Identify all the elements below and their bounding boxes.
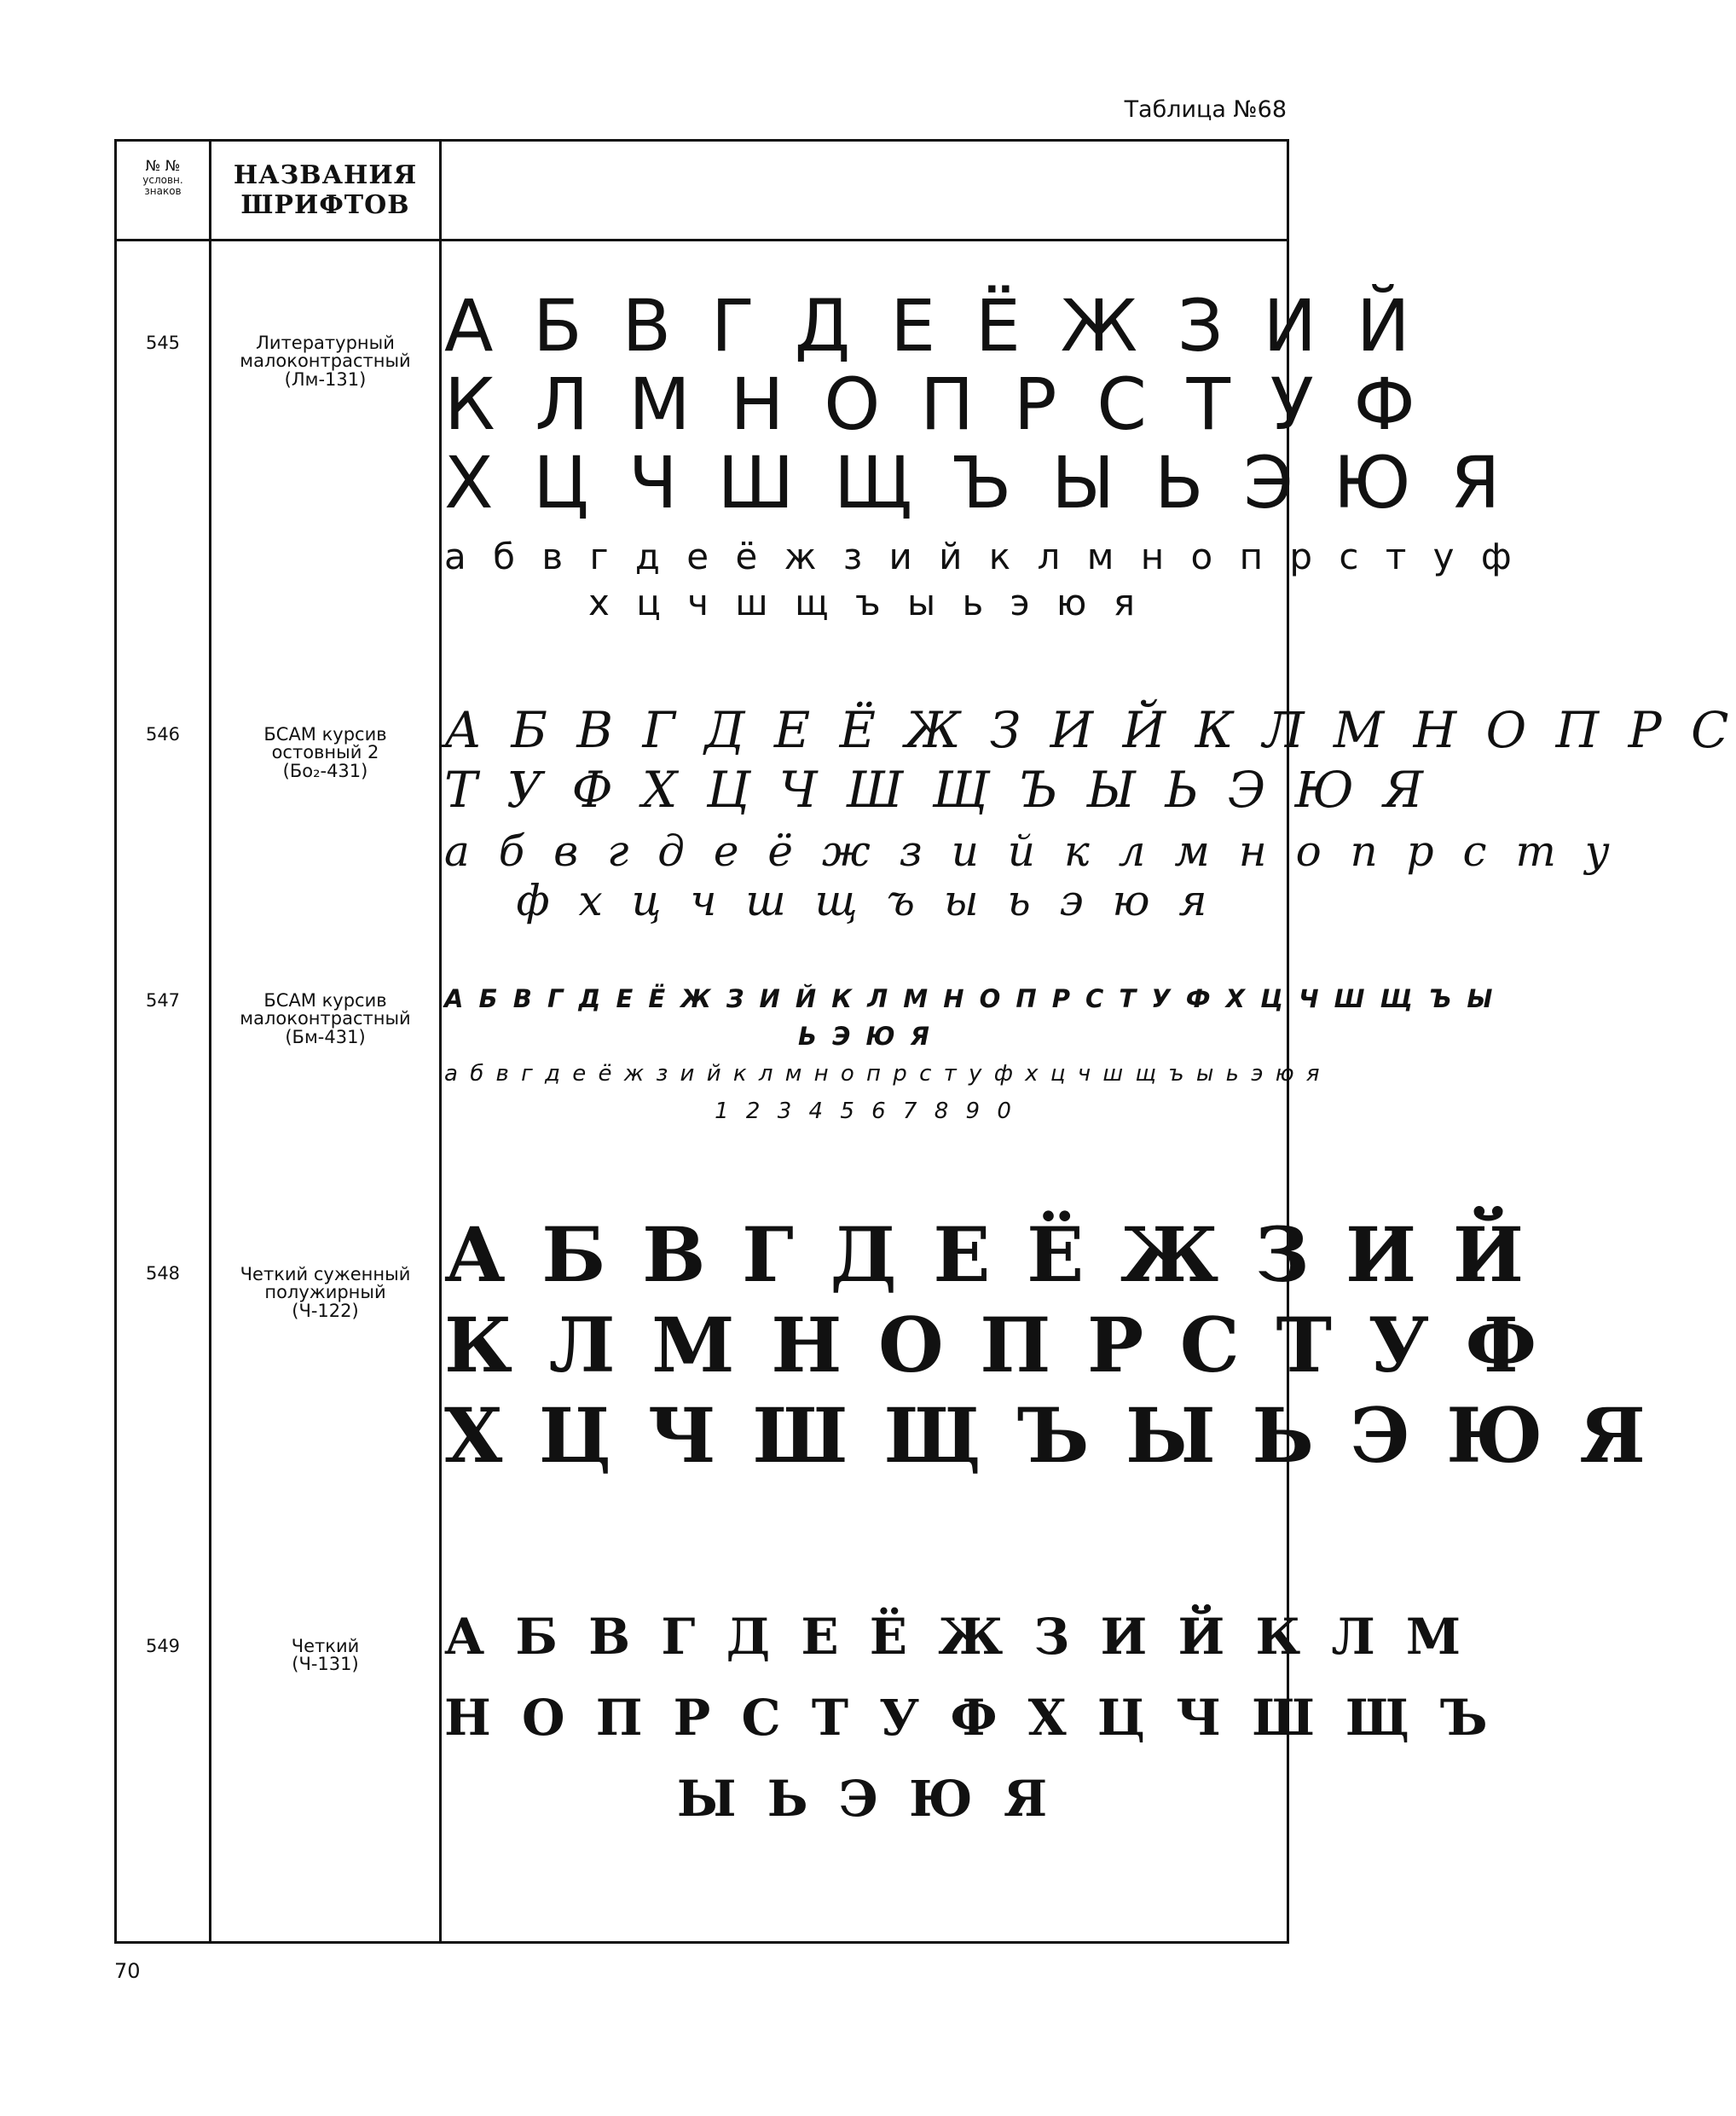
font-sample bbox=[444, 284, 1519, 626]
sample-caps-line: Н О П Р С Т У Ф Х Ц Ч Ш Щ Ъ bbox=[444, 1689, 1495, 1747]
sample-lower-line: а б в г д е ё ж з и й к л м н о п р с т у ф х ц ч ш щ ъ ы ь э ю я bbox=[444, 1061, 1322, 1087]
sample-caps-line: Т У Ф Х Ц Ч Ш Щ Ъ Ы Ь Э Ю Я bbox=[444, 761, 1431, 819]
row-font-name bbox=[211, 1638, 439, 1674]
font-sample bbox=[444, 1597, 1495, 1840]
row-number: 546 bbox=[145, 724, 181, 745]
sample-caps-line: К Л М Н О П Р С Т У Ф bbox=[444, 362, 1424, 446]
column-header-font-names bbox=[211, 160, 439, 221]
column-divider bbox=[439, 142, 442, 1941]
font-name-line: БСАМ курсив bbox=[263, 724, 387, 745]
sample-caps-line: Ь Э Ю Я bbox=[797, 1022, 934, 1051]
font-name-line: Четкий суженный bbox=[240, 1264, 411, 1284]
table-label: Таблица №68 bbox=[1124, 96, 1287, 123]
sample-caps-line: Х Ц Ч Ш Щ Ъ Ы Ь Э Ю Я bbox=[444, 441, 1509, 525]
sample-caps-line: А Б В Г Д Е Ё Ж З И Й К Л М bbox=[444, 1608, 1468, 1666]
font-name-line: (Лм-131) bbox=[284, 368, 367, 390]
sample-caps-line: Ы Ь Э Ю Я bbox=[676, 1770, 1055, 1828]
font-name-line: (Бо₂-431) bbox=[282, 760, 368, 781]
row-font-name bbox=[211, 992, 439, 1046]
sample-caps-line: А Б В Г Д Е Ё Ж З И Й bbox=[444, 1210, 1529, 1299]
column-header-name-line: НАЗВАНИЯ bbox=[233, 160, 418, 190]
sample-caps-line: А Б В Г Д Е Ё Ж З И Й К Л М Н О П Р С Т У Ф Х Ц Ч Ш Щ Ъ Ы bbox=[444, 984, 1496, 1013]
row-font-name bbox=[211, 726, 439, 780]
sample-digits-line: 1 2 3 4 5 6 7 8 9 0 bbox=[715, 1099, 1016, 1124]
sample-lower-line: а б в г д е ё ж з и й к л м н о п р с т у bbox=[444, 826, 1617, 876]
sample-caps-line: Х Ц Ч Ш Щ Ъ Ы Ь Э Ю Я bbox=[444, 1391, 1651, 1480]
font-name-line: малоконтрастный bbox=[240, 1008, 411, 1029]
row-font-name bbox=[211, 1266, 439, 1320]
font-name-line: малоконтрастный bbox=[240, 351, 411, 372]
sample-caps-line: А Б В Г Д Е Ё Ж З И Й К Л М Н О П Р С bbox=[444, 701, 1736, 759]
font-name-line: остовный 2 bbox=[271, 742, 379, 763]
font-sample bbox=[444, 700, 1736, 925]
sample-caps-line: К Л М Н О П Р С Т У Ф bbox=[444, 1301, 1542, 1389]
sample-lower-line: а б в г д е ё ж з и й к л м н о п р с т у ф bbox=[444, 536, 1519, 577]
column-header-number-line: условн. bbox=[142, 173, 183, 186]
font-name-line: Литературный bbox=[256, 333, 395, 353]
font-sample bbox=[444, 980, 1496, 1130]
header-divider bbox=[117, 239, 1287, 241]
row-number: 549 bbox=[145, 1636, 181, 1656]
row-number: 548 bbox=[145, 1263, 181, 1284]
row-number: 545 bbox=[145, 333, 181, 353]
column-header-number bbox=[117, 159, 209, 197]
font-name-line: БСАМ курсив bbox=[263, 990, 387, 1011]
column-header-number-line: знаков bbox=[144, 184, 182, 197]
column-header-number-line: № № bbox=[145, 158, 181, 175]
row-font-name bbox=[211, 334, 439, 389]
page-number: 70 bbox=[114, 1959, 141, 1983]
font-name-line: (Бм-431) bbox=[285, 1026, 366, 1047]
sample-lower-line: ф х ц ч ш щ ъ ы ь э ю я bbox=[516, 876, 1215, 925]
font-name-line: полужирный bbox=[264, 1282, 386, 1303]
font-name-line: (Ч-131) bbox=[292, 1654, 359, 1675]
sample-caps-line: А Б В Г Д Е Ё Ж З И Й bbox=[444, 284, 1419, 368]
font-sample bbox=[444, 1209, 1651, 1481]
font-specimen-table bbox=[114, 139, 1736, 1944]
font-name-line: Четкий bbox=[291, 1636, 360, 1656]
sample-lower-line: х ц ч ш щ ъ ы ь э ю я bbox=[587, 582, 1143, 623]
column-header-name-line: ШРИФТОВ bbox=[240, 190, 410, 221]
font-name-line: (Ч-122) bbox=[292, 1300, 359, 1321]
row-number: 547 bbox=[145, 990, 181, 1011]
